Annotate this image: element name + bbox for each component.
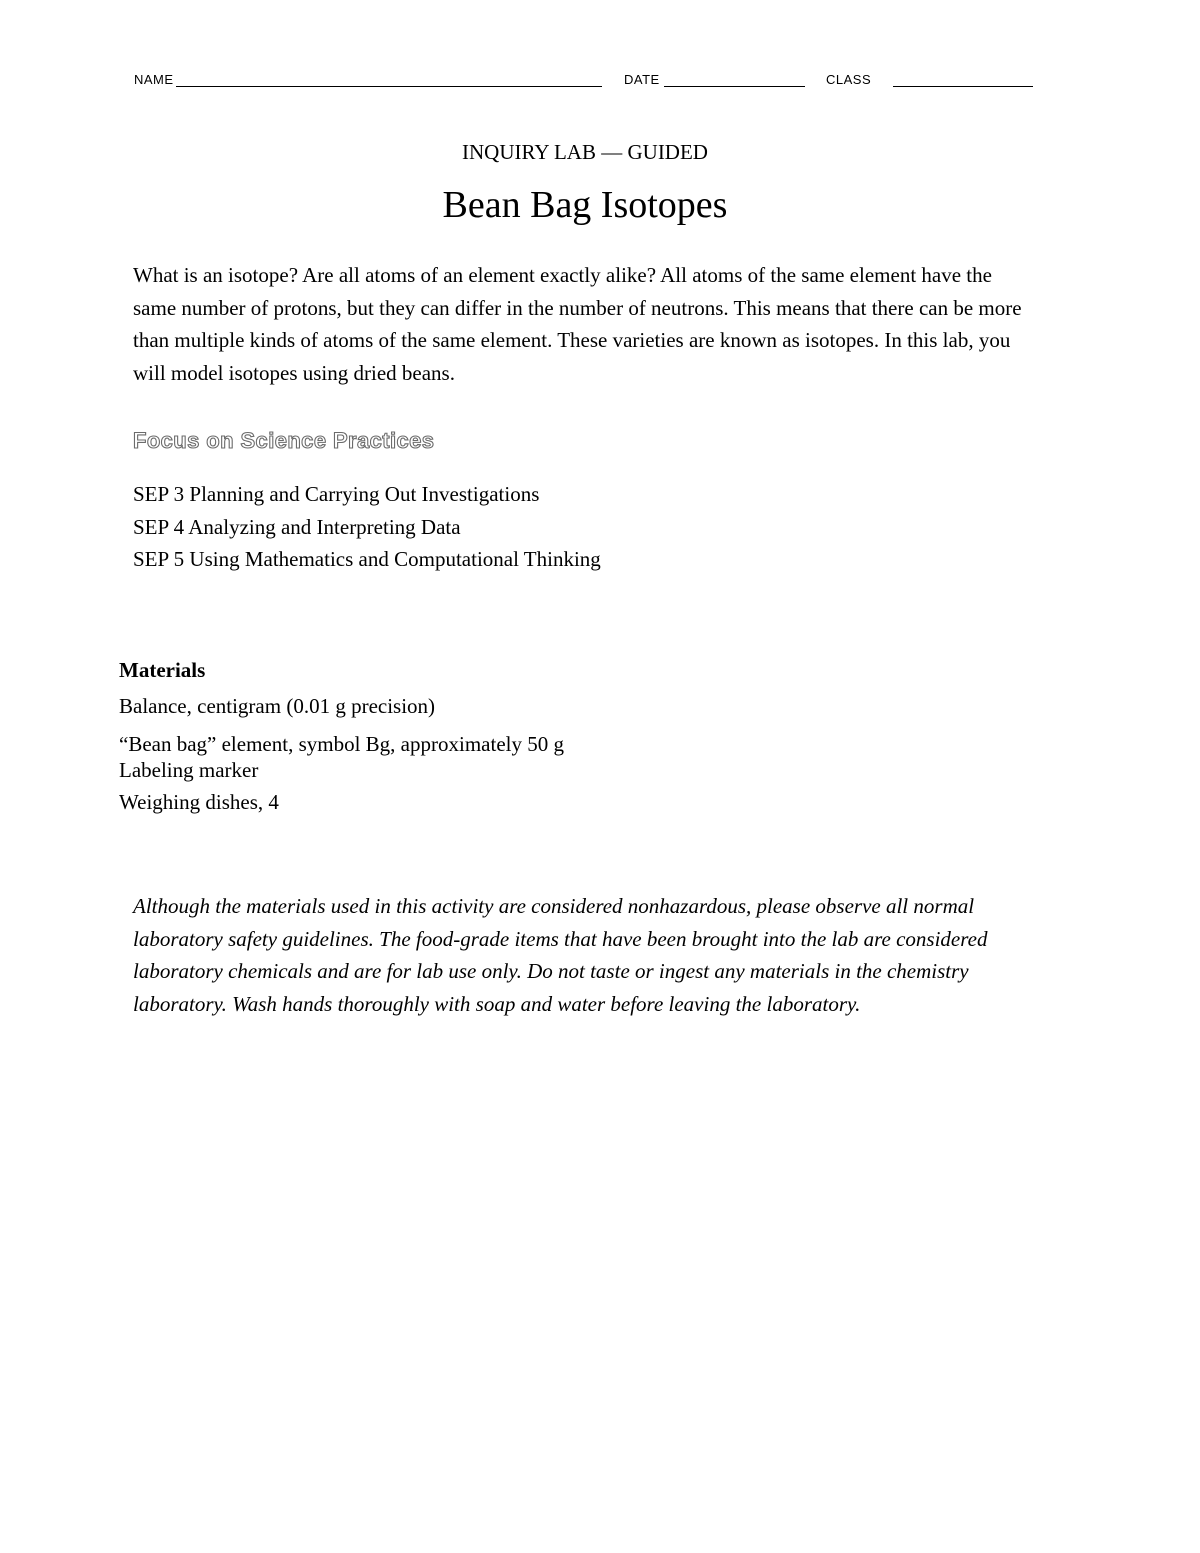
- list-item: Labeling marker: [119, 758, 259, 782]
- class-field[interactable]: [893, 86, 1033, 87]
- materials-heading: Materials: [119, 658, 206, 682]
- date-label: DATE: [624, 72, 660, 87]
- page-title: Bean Bag Isotopes: [442, 184, 728, 226]
- class-label: CLASS: [826, 72, 872, 87]
- safety-note: Although the materials used in this activity are considered nonhazardous, please observe all normal laboratory safety guidelines. The food-grade items that have been brought into the lab are considered laboratory chemicals and are for lab use only. Do not taste or ingest any materials in the chemistry laboratory. Wash hands thoroughly with soap and water before leaving the laboratory.: [133, 894, 988, 1016]
- name-label: NAME: [134, 72, 174, 87]
- lab-type-kicker: INQUIRY LAB — GUIDED: [462, 140, 708, 164]
- list-item: SEP 4 Analyzing and Interpreting Data: [133, 514, 461, 539]
- intro-paragraph: What is an isotope? Are all atoms of an element exactly alike? All atoms of the same element have the same number of protons, but they can differ in the number of neutrons. This means that there can be more than multiple kinds of atoms of the same element. These varieties are known as isotopes. In this lab, you will model isotopes using dried beans.: [133, 263, 1022, 385]
- list-item: SEP 3 Planning and Carrying Out Investigations: [133, 482, 540, 506]
- list-item: SEP 5 Using Mathematics and Computational Thinking: [133, 547, 601, 571]
- list-item: Weighing dishes, 4: [119, 790, 279, 814]
- science-practices-list: [133, 478, 601, 576]
- name-field[interactable]: [176, 86, 602, 87]
- focus-heading: Focus on Science Practices: [133, 428, 435, 453]
- list-item: “Bean bag” element, symbol Bg, approximately 50 g: [119, 732, 564, 756]
- date-field[interactable]: [664, 86, 805, 87]
- student-info-header: [134, 70, 1034, 92]
- list-item: Balance, centigram (0.01 g precision): [119, 694, 436, 718]
